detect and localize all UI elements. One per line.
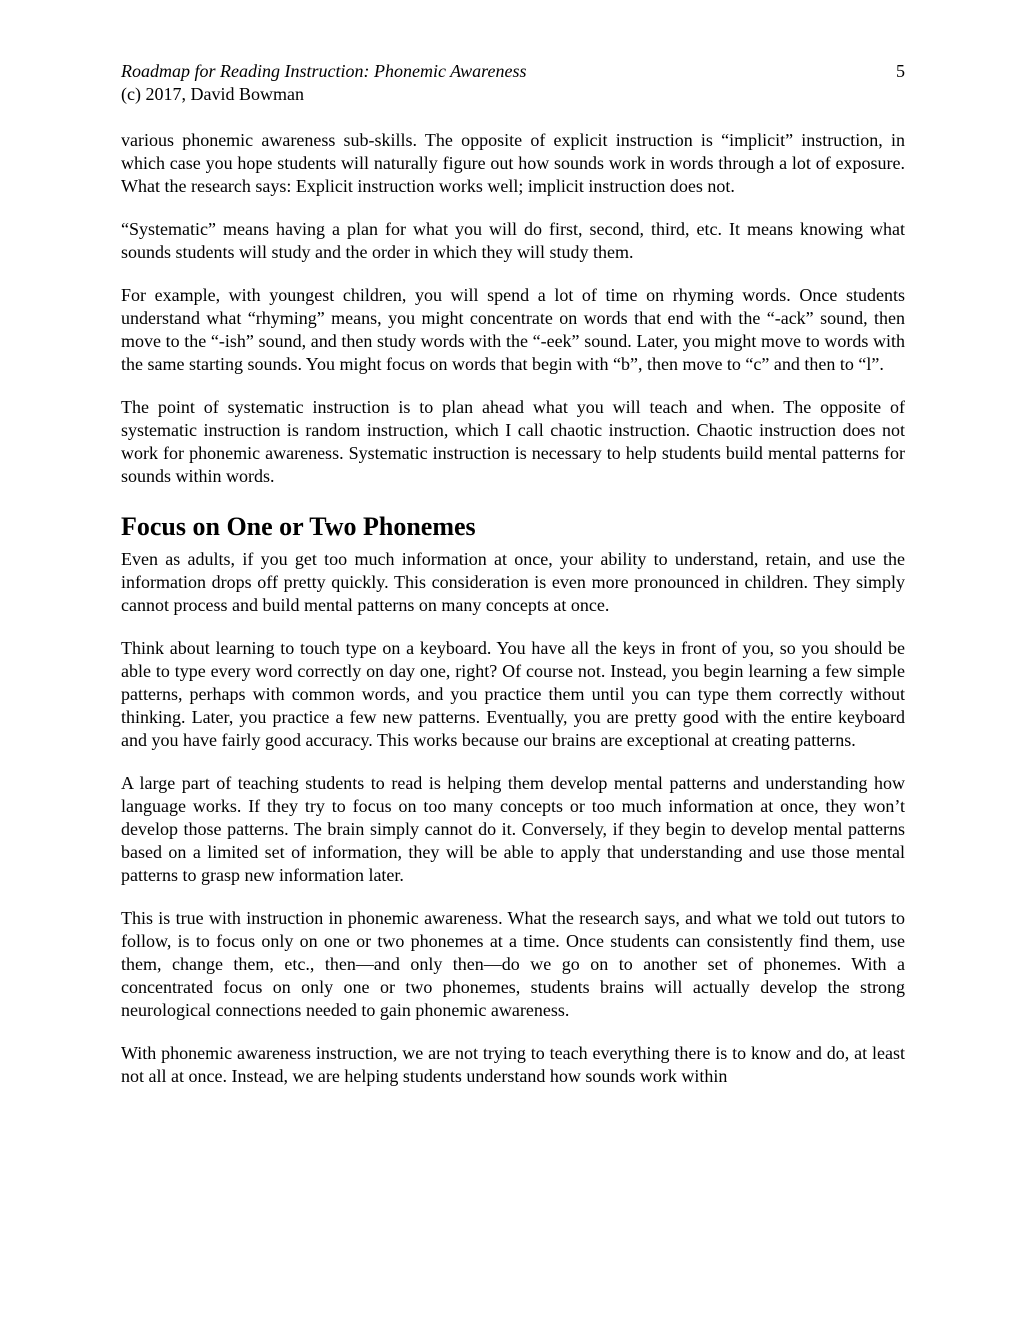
- header-copyright: (c) 2017, David Bowman: [121, 84, 304, 104]
- running-header: [121, 60, 905, 106]
- page-number: 5: [896, 61, 905, 81]
- paragraph: Even as adults, if you get too much information at once, your ability to understand, retain, and use the information drops off pretty quickly. This consideration is even more pronounced in children. They simply cannot process and build mental patterns on many concepts at once.: [121, 549, 905, 615]
- paragraph: Think about learning to touch type on a keyboard. You have all the keys in front of you, so you should be able to type every word correctly on day one, right? Of course not. Instead, you begin learning a few simple patterns, perhaps with common words, and you practice them until you can type them correctly without thinking. Later, you practice a few new patterns. Eventually, you are pretty good with the entire keyboard and you have fairly good accuracy. This works because our brains are exceptional at creating patterns.: [121, 638, 905, 750]
- paragraph: This is true with instruction in phonemic awareness. What the research says, and what we told out tutors to follow, is to focus only on one or two phonemes at a time. Once students can consistently find them, use them, change them, etc., then—and only then—do we go on to another set of phonemes. With a concentrated focus on only one or two phonemes, students brains will actually develop the strong neurological connections needed to gain phonemic awareness.: [121, 908, 905, 1020]
- section-heading: Focus on One or Two Phonemes: [121, 512, 476, 541]
- paragraph: various phonemic awareness sub-skills. The opposite of explicit instruction is “implicit” instruction, in which case you hope students will naturally figure out how sounds work in words through a lot of exposure. What the research says: Explicit instruction works well; implicit instruction does not.: [121, 130, 905, 196]
- body-text: [121, 129, 905, 1088]
- paragraph: For example, with youngest children, you will spend a lot of time on rhyming words. Once students understand what “rhyming” means, you might concentrate on words that end with the “-ack” sound, then move to the “-ish” sound, and then study words with the “-eek” sound. Later, you might move to words with the same starting sounds. You might focus on words that begin with “b”, then move to “c” and then to “l”.: [121, 285, 905, 374]
- paragraph: With phonemic awareness instruction, we are not trying to teach everything there is to know and do, at least not all at once. Instead, we are helping students understand how sounds work within: [121, 1043, 905, 1086]
- document-page: [121, 60, 905, 1108]
- header-title: Roadmap for Reading Instruction: Phonemic Awareness: [121, 61, 527, 81]
- paragraph: A large part of teaching students to read is helping them develop mental patterns and understanding how language works. If they try to focus on too many concepts or too much information at once, they won’t develop those patterns. The brain simply cannot do it. Conversely, if they begin to develop mental patterns based on a limited set of information, they will be able to apply that understanding and use those mental patterns to grasp new information later.: [121, 773, 905, 885]
- paragraph: The point of systematic instruction is to plan ahead what you will teach and when. The opposite of systematic instruction is random instruction, which I call chaotic instruction. Chaotic instruction does not work for phonemic awareness. Systematic instruction is necessary to help students build mental patterns for sounds within words.: [121, 397, 905, 486]
- paragraph: “Systematic” means having a plan for what you will do first, second, third, etc. It means knowing what sounds students will study and the order in which they will study them.: [121, 219, 905, 262]
